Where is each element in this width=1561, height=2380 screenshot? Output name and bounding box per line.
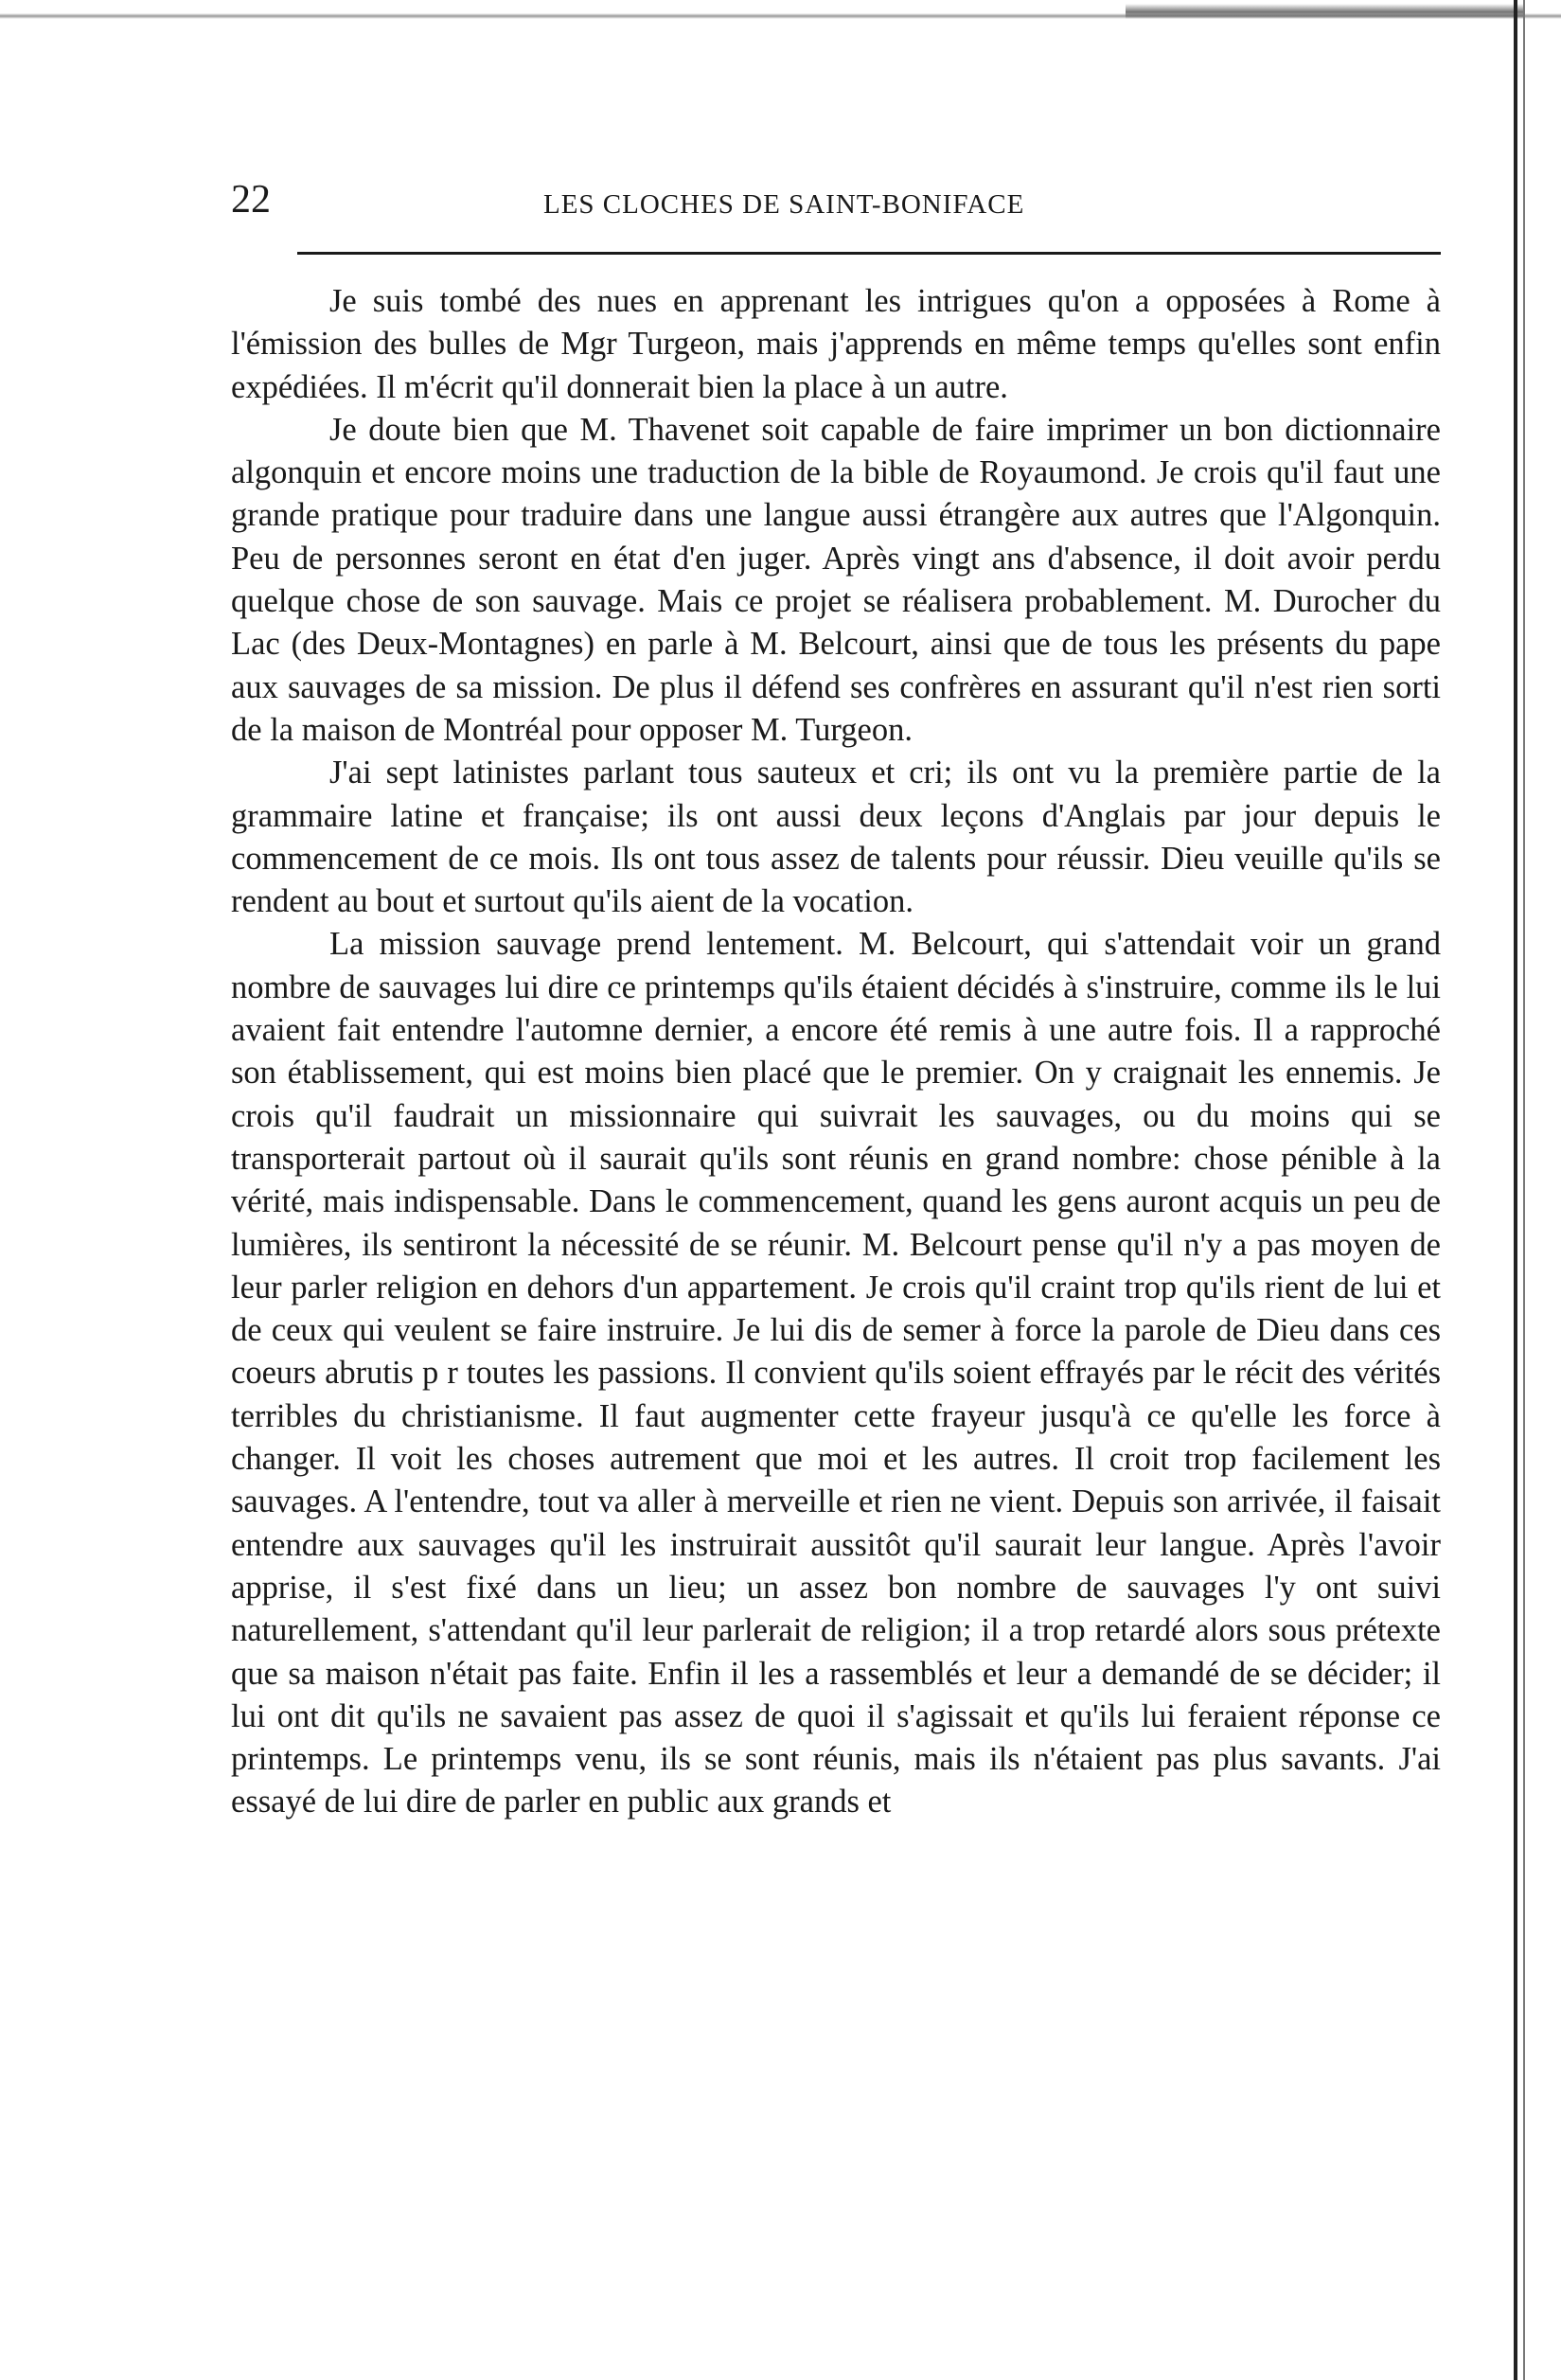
page-number: 22 — [231, 178, 271, 222]
text-body — [231, 280, 1441, 1824]
paragraph: La mission sauvage prend lentement. M. Belcourt, qui s'attendait voir un grand nombre de sauvages lui dire ce printemps qu'ils étaient décidés à s'instruire, comme ils le lui avaient fait entendre l'automne dernier, a encore été remis à une autre fois. Il a rapproché son établissement, qui est moins bien placé que le premier. On y craignait les ennemis. Je crois qu'il faudrait un missionnaire qui suivrait les sauvages, ou du moins qui se transporterait partout où il saurait qu'ils sont réunis en grand nombre: chose pénible à la vérité, mais indispensable. Dans le commencement, quand les gens auront acquis un peu de lumières, ils sentiront la nécessité de se réunir. M. Belcourt pense qu'il n'y a pas moyen de leur parler religion en dehors d'un appartement. Je crois qu'il craint trop qu'ils rient de lui et de ceux qui veulent se faire instruire. Je lui dis de semer à force la parole de Dieu dans ces coeurs abrutis p r toutes les passions. Il convient qu'ils soient effrayés par le récit des vérités terribles du christianisme. Il faut augmenter cette frayeur jusqu'à ce qu'elle les force à changer. Il voit les choses autrement que moi et les autres. Il croit trop facilement les sauvages. A l'entendre, tout va aller à merveille et rien ne vient. Depuis son arrivée, il faisait entendre aux sauvages qu'il les instruirait aussitôt qu'il saurait leur langue. Après l'avoir apprise, il s'est fixé dans un lieu; un assez bon nombre de sauvages l'y ont suivi naturellement, s'attendant qu'il leur parlerait de religion; il a trop retardé alors sous prétexte que sa maison n'était pas faite. Enfin il les a rassemblés et leur a demandé de se décider; il lui ont dit qu'ils ne savaient pas assez de quoi il s'agissait et qu'ils lui feraient réponse ce printemps. Le printemps venu, ils se sont réunis, mais ils n'étaient pas plus savants. J'ai essayé de lui dire de parler en public aux grands et — [231, 926, 1441, 1821]
header-rule — [297, 252, 1441, 255]
paragraph: Je suis tombé des nues en apprenant les intrigues qu'on a opposées à Rome à l'émission des bulles de Mgr Turgeon, mais j'apprends en même temps qu'elles sont enfin expédiées. Il m'écrit qu'il donnerait bien la place à un autre. — [231, 283, 1441, 405]
running-title: LES CLOCHES DE SAINT-BONIFACE — [543, 189, 1025, 220]
paragraph: Je doute bien que M. Thavenet soit capable de faire imprimer un bon dictionnaire algonquin et encore moins une traduction de la bible de Royaumond. Je crois qu'il faut une grande pratique pour traduire dans une langue aussi étrangère aux autres que l'Algonquin. Peu de personnes seront en état d'en juger. Après vingt ans d'absence, il doit avoir perdu quelque chose de son sauvage. Mais ce projet se réalisera probablement. M. Durocher du Lac (des Deux-Montagnes) en parle à M. Belcourt, ainsi que de tous les présents du pape aux sauvages de sa mission. De plus il défend ses confrères en assurant qu'il n'est rien sorti de la maison de Montréal pour opposer M. Turgeon. — [231, 411, 1441, 748]
scan-top-edge — [0, 0, 1561, 28]
scan-right-edge — [1514, 0, 1517, 2380]
page — [216, 176, 1441, 1821]
paragraph: J'ai sept latinistes parlant tous sauteux et cri; ils ont vu la première partie de la grammaire latine et française; ils ont aussi deux leçons d'Anglais par jour depuis le commencement de ce mois. Ils ont tous assez de talents pour réussir. Dieu veuille qu'ils se rendent au bout et surtout qu'ils aient de la vocation. — [231, 755, 1441, 920]
scan-right-edge-inner — [1523, 0, 1525, 2380]
running-head — [216, 176, 1437, 233]
